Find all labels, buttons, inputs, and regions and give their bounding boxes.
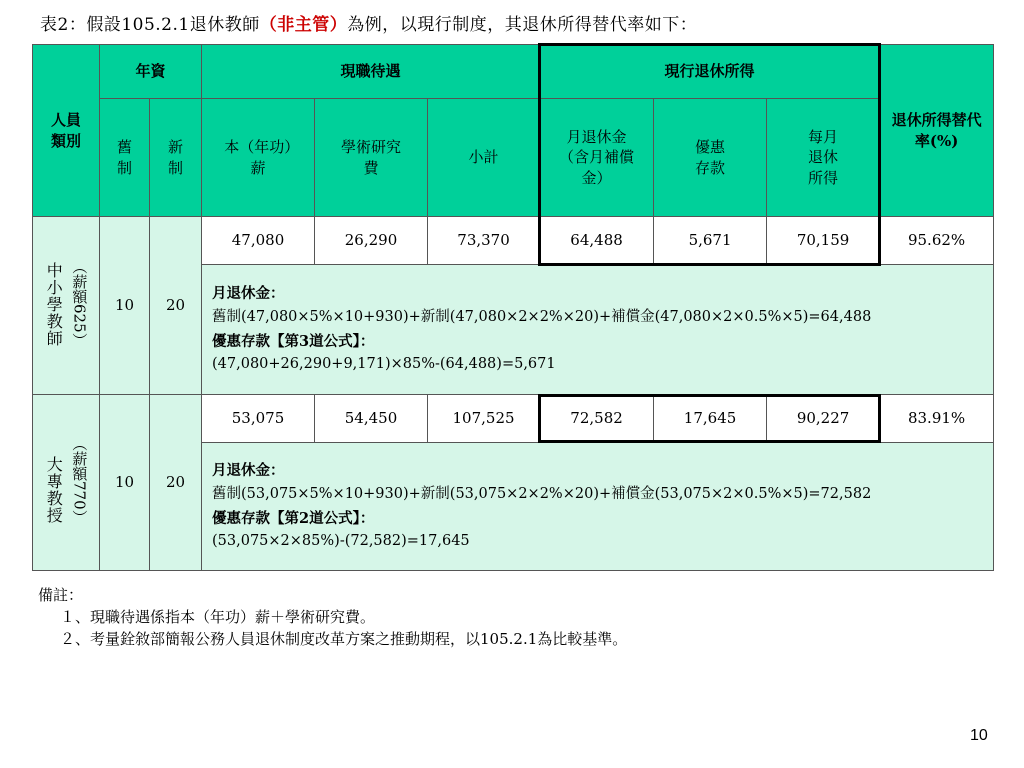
- academic-fee-cell: 26,290: [315, 217, 428, 265]
- header-base-salary: 本（年功）薪: [202, 99, 315, 217]
- rate-cell: 95.62%: [880, 217, 994, 265]
- category-label: 大專教授: [44, 456, 64, 525]
- title-highlight: （非主管）: [259, 15, 348, 35]
- monthly-income-cell: 90,227: [767, 395, 880, 443]
- deposit-formula-label: 優惠存款【第3道公式】：: [212, 332, 375, 350]
- pension-formula: 舊制(53,075×5%×10+930)+新制(53,075×2×2%×20)+補償金(53,075×2×0.5%×5)=72,582: [212, 485, 872, 502]
- header-replacement-rate: 退休所得替代率(%): [880, 45, 994, 217]
- header-old-system: 舊制: [100, 99, 150, 217]
- formula-cell: [202, 265, 994, 395]
- monthly-pension-cell: 72,582: [540, 395, 654, 443]
- page-number: 10: [970, 727, 988, 744]
- header-new-system: 新制: [150, 99, 202, 217]
- monthly-income-cell: 70,159: [767, 217, 880, 265]
- pension-formula-label: 月退休金：: [212, 461, 285, 479]
- header-preferential-deposit: 優惠存款: [654, 99, 767, 217]
- category-label: 中小學教師: [44, 262, 64, 348]
- old-years-cell: 10: [100, 395, 150, 571]
- deposit-formula: (47,080+26,290+9,171)×85%-(64,488)=5,671: [212, 356, 556, 373]
- notes: [38, 585, 627, 650]
- header-retirement-income: 現行退休所得: [540, 45, 880, 99]
- deposit-formula: (53,075×2×85%)-(72,582)=17,645: [212, 533, 470, 550]
- subtotal-cell: 73,370: [428, 217, 540, 265]
- header-subtotal: 小計: [428, 99, 540, 217]
- notes-label: 備註：: [38, 586, 84, 604]
- deposit-cell: 17,645: [654, 395, 767, 443]
- new-years-cell: 20: [150, 217, 202, 395]
- pay-grade-label: （薪額625）: [70, 258, 89, 348]
- header-current-pay: 現職待遇: [202, 45, 540, 99]
- category-cell: [33, 217, 100, 395]
- subtotal-cell: 107,525: [428, 395, 540, 443]
- header-personnel: 人員類別: [33, 45, 100, 217]
- category-cell: [33, 395, 100, 571]
- pay-grade-label: （薪額770）: [70, 435, 89, 525]
- slide-title: [40, 10, 697, 35]
- base-salary-cell: 53,075: [202, 395, 315, 443]
- header-academic-fee: 學術研究費: [315, 99, 428, 217]
- pension-formula: 舊制(47,080×5%×10+930)+新制(47,080×2×2%×20)+補償金(47,080×2×0.5%×5)=64,488: [212, 308, 872, 325]
- deposit-cell: 5,671: [654, 217, 767, 265]
- pension-formula-label: 月退休金：: [212, 284, 285, 302]
- base-salary-cell: 47,080: [202, 217, 315, 265]
- new-years-cell: 20: [150, 395, 202, 571]
- header-seniority: 年資: [100, 45, 202, 99]
- retirement-table: [32, 44, 994, 571]
- title-prefix: 表2：假設105.2.1退休教師: [40, 15, 260, 35]
- old-years-cell: 10: [100, 217, 150, 395]
- deposit-formula-label: 優惠存款【第2道公式】：: [212, 509, 375, 527]
- note-item: １、現職待遇係指本（年功）薪＋學術研究費。: [60, 607, 376, 626]
- monthly-pension-cell: 64,488: [540, 217, 654, 265]
- note-item: ２、考量銓敘部簡報公務人員退休制度改革方案之推動期程，以105.2.1為比較基準。: [60, 629, 628, 648]
- rate-cell: 83.91%: [880, 395, 994, 443]
- title-suffix: 為例，以現行制度，其退休所得替代率如下：: [347, 15, 698, 35]
- header-monthly-income: 每月退休所得: [767, 99, 880, 217]
- formula-cell: [202, 443, 994, 571]
- header-monthly-pension: 月退休金（含月補償金）: [540, 99, 654, 217]
- academic-fee-cell: 54,450: [315, 395, 428, 443]
